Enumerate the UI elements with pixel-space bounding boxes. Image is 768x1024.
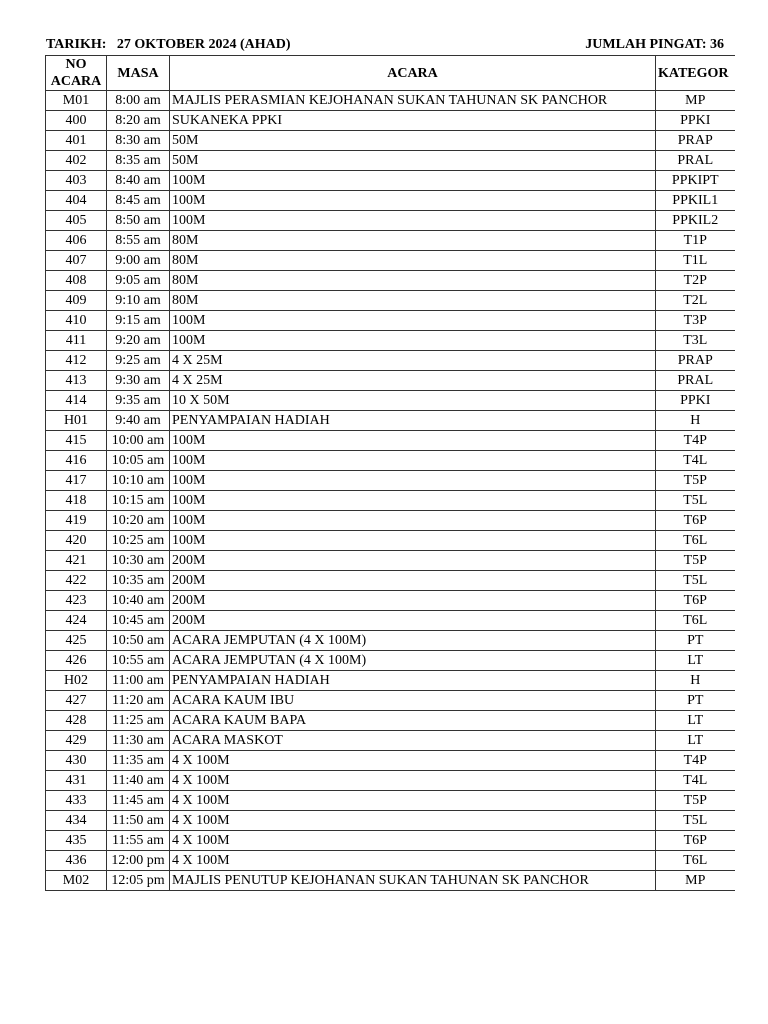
table-row <box>46 171 735 191</box>
category-cell: LT <box>656 731 735 751</box>
event-number-cell: 413 <box>46 371 107 391</box>
time-cell: 8:50 am <box>107 211 170 231</box>
category-cell: T1P <box>656 231 735 251</box>
time-cell: 8:45 am <box>107 191 170 211</box>
table-row <box>46 611 735 631</box>
event-name-cell: ACARA JEMPUTAN (4 X 100M) <box>170 631 656 651</box>
event-number-cell: 409 <box>46 291 107 311</box>
table-row <box>46 391 735 411</box>
table-row <box>46 451 735 471</box>
table-row <box>46 191 735 211</box>
time-cell: 8:55 am <box>107 231 170 251</box>
event-name-cell: MAJLIS PENUTUP KEJOHANAN SUKAN TAHUNAN SK PANCHOR <box>170 871 656 891</box>
event-number-cell: M02 <box>46 871 107 891</box>
category-cell: T2L <box>656 291 735 311</box>
table-row <box>46 271 735 291</box>
event-number-cell: 407 <box>46 251 107 271</box>
event-number-cell: 422 <box>46 571 107 591</box>
category-cell: PPKIL1 <box>656 191 735 211</box>
event-name-cell: 80M <box>170 231 656 251</box>
event-number-cell: 400 <box>46 111 107 131</box>
category-cell: LT <box>656 711 735 731</box>
table-row <box>46 711 735 731</box>
time-cell: 11:30 am <box>107 731 170 751</box>
event-number-cell: 419 <box>46 511 107 531</box>
column-header-kategori: KATEGOR <box>656 56 735 91</box>
time-cell: 11:50 am <box>107 811 170 831</box>
event-number-cell: 415 <box>46 431 107 451</box>
table-row <box>46 251 735 271</box>
time-cell: 9:40 am <box>107 411 170 431</box>
time-cell: 10:55 am <box>107 651 170 671</box>
table-header-row <box>46 56 735 91</box>
time-cell: 10:25 am <box>107 531 170 551</box>
time-cell: 10:45 am <box>107 611 170 631</box>
table-row <box>46 151 735 171</box>
time-cell: 11:40 am <box>107 771 170 791</box>
event-name-cell: ACARA KAUM IBU <box>170 691 656 711</box>
event-name-cell: 4 X 100M <box>170 831 656 851</box>
schedule-table <box>45 55 735 891</box>
column-header-masa: MASA <box>107 56 170 91</box>
category-cell: PRAL <box>656 151 735 171</box>
table-row <box>46 591 735 611</box>
table-row <box>46 691 735 711</box>
event-number-cell: 436 <box>46 851 107 871</box>
event-name-cell: 200M <box>170 551 656 571</box>
event-number-cell: 414 <box>46 391 107 411</box>
category-cell: T6P <box>656 591 735 611</box>
event-number-cell: 403 <box>46 171 107 191</box>
table-row <box>46 531 735 551</box>
category-cell: T5P <box>656 551 735 571</box>
document-header <box>46 36 730 54</box>
table-row <box>46 131 735 151</box>
time-cell: 10:10 am <box>107 471 170 491</box>
column-header-acara: ACARA <box>170 56 656 91</box>
category-cell: PPKI <box>656 111 735 131</box>
table-row <box>46 231 735 251</box>
table-row <box>46 771 735 791</box>
table-row <box>46 851 735 871</box>
table-row <box>46 511 735 531</box>
category-cell: PT <box>656 691 735 711</box>
table-row <box>46 291 735 311</box>
event-name-cell: 4 X 100M <box>170 791 656 811</box>
event-number-cell: 404 <box>46 191 107 211</box>
category-cell: T5L <box>656 491 735 511</box>
table-row <box>46 831 735 851</box>
event-number-cell: 405 <box>46 211 107 231</box>
time-cell: 10:35 am <box>107 571 170 591</box>
category-cell: T2P <box>656 271 735 291</box>
time-cell: 11:45 am <box>107 791 170 811</box>
table-row <box>46 571 735 591</box>
event-name-cell: 100M <box>170 431 656 451</box>
event-name-cell: ACARA MASKOT <box>170 731 656 751</box>
event-name-cell: 200M <box>170 591 656 611</box>
event-number-cell: 420 <box>46 531 107 551</box>
event-number-cell: 408 <box>46 271 107 291</box>
time-cell: 10:15 am <box>107 491 170 511</box>
category-cell: T4L <box>656 771 735 791</box>
event-number-cell: 402 <box>46 151 107 171</box>
table-row <box>46 551 735 571</box>
category-cell: MP <box>656 91 735 111</box>
event-number-cell: 418 <box>46 491 107 511</box>
table-row <box>46 331 735 351</box>
table-row <box>46 731 735 751</box>
category-cell: T5P <box>656 471 735 491</box>
category-cell: PRAL <box>656 371 735 391</box>
time-cell: 10:30 am <box>107 551 170 571</box>
event-number-cell: 433 <box>46 791 107 811</box>
event-name-cell: 200M <box>170 571 656 591</box>
category-cell: T6P <box>656 511 735 531</box>
table-row <box>46 871 735 891</box>
time-cell: 8:00 am <box>107 91 170 111</box>
event-number-cell: 431 <box>46 771 107 791</box>
category-cell: MP <box>656 871 735 891</box>
event-name-cell: 100M <box>170 331 656 351</box>
event-number-cell: 401 <box>46 131 107 151</box>
event-name-cell: 4 X 100M <box>170 771 656 791</box>
category-cell: T5P <box>656 791 735 811</box>
date-label: TARIKH: 27 OKTOBER 2024 (AHAD) <box>46 37 291 52</box>
event-number-cell: 429 <box>46 731 107 751</box>
table-row <box>46 411 735 431</box>
event-name-cell: 80M <box>170 291 656 311</box>
category-cell: LT <box>656 651 735 671</box>
table-row <box>46 811 735 831</box>
event-name-cell: 100M <box>170 491 656 511</box>
event-name-cell: PENYAMPAIAN HADIAH <box>170 671 656 691</box>
table-row <box>46 791 735 811</box>
table-row <box>46 111 735 131</box>
time-cell: 11:20 am <box>107 691 170 711</box>
category-cell: PPKIL2 <box>656 211 735 231</box>
time-cell: 12:05 pm <box>107 871 170 891</box>
table-row <box>46 431 735 451</box>
time-cell: 11:25 am <box>107 711 170 731</box>
column-header-no-acara: NO ACARA <box>46 56 107 91</box>
event-number-cell: 416 <box>46 451 107 471</box>
time-cell: 12:00 pm <box>107 851 170 871</box>
time-cell: 9:15 am <box>107 311 170 331</box>
event-name-cell: 4 X 100M <box>170 811 656 831</box>
category-cell: T5L <box>656 571 735 591</box>
time-cell: 10:40 am <box>107 591 170 611</box>
category-cell: T1L <box>656 251 735 271</box>
event-number-cell: 424 <box>46 611 107 631</box>
time-cell: 8:20 am <box>107 111 170 131</box>
category-cell: T6L <box>656 531 735 551</box>
table-row <box>46 311 735 331</box>
time-cell: 8:35 am <box>107 151 170 171</box>
time-cell: 9:05 am <box>107 271 170 291</box>
time-cell: 10:05 am <box>107 451 170 471</box>
medal-count-label: JUMLAH PINGAT: 36 <box>585 37 724 52</box>
event-number-cell: 406 <box>46 231 107 251</box>
time-cell: 11:00 am <box>107 671 170 691</box>
event-name-cell: 100M <box>170 211 656 231</box>
category-cell: T4L <box>656 451 735 471</box>
time-cell: 8:40 am <box>107 171 170 191</box>
time-cell: 9:10 am <box>107 291 170 311</box>
event-name-cell: SUKANEKA PPKI <box>170 111 656 131</box>
category-cell: T3L <box>656 331 735 351</box>
time-cell: 10:20 am <box>107 511 170 531</box>
event-name-cell: 200M <box>170 611 656 631</box>
event-name-cell: 4 X 25M <box>170 351 656 371</box>
table-row <box>46 371 735 391</box>
category-cell: PPKI <box>656 391 735 411</box>
event-number-cell: 427 <box>46 691 107 711</box>
event-number-cell: 430 <box>46 751 107 771</box>
table-row <box>46 351 735 371</box>
event-number-cell: 425 <box>46 631 107 651</box>
category-cell: T6L <box>656 851 735 871</box>
event-name-cell: 4 X 100M <box>170 751 656 771</box>
table-row <box>46 631 735 651</box>
table-row <box>46 211 735 231</box>
event-name-cell: 80M <box>170 251 656 271</box>
event-name-cell: 50M <box>170 151 656 171</box>
time-cell: 8:30 am <box>107 131 170 151</box>
event-name-cell: 80M <box>170 271 656 291</box>
time-cell: 10:50 am <box>107 631 170 651</box>
table-row <box>46 751 735 771</box>
category-cell: T4P <box>656 751 735 771</box>
time-cell: 9:30 am <box>107 371 170 391</box>
event-name-cell: 100M <box>170 191 656 211</box>
event-number-cell: 435 <box>46 831 107 851</box>
category-cell: T3P <box>656 311 735 331</box>
event-name-cell: 100M <box>170 511 656 531</box>
time-cell: 9:00 am <box>107 251 170 271</box>
event-name-cell: MAJLIS PERASMIAN KEJOHANAN SUKAN TAHUNAN SK PANCHOR <box>170 91 656 111</box>
event-number-cell: 417 <box>46 471 107 491</box>
event-number-cell: H01 <box>46 411 107 431</box>
time-cell: 10:00 am <box>107 431 170 451</box>
category-cell: PPKIPT <box>656 171 735 191</box>
time-cell: 11:55 am <box>107 831 170 851</box>
table-row <box>46 671 735 691</box>
event-number-cell: 411 <box>46 331 107 351</box>
category-cell: T6P <box>656 831 735 851</box>
event-name-cell: PENYAMPAIAN HADIAH <box>170 411 656 431</box>
event-number-cell: 426 <box>46 651 107 671</box>
event-name-cell: ACARA JEMPUTAN (4 X 100M) <box>170 651 656 671</box>
event-name-cell: 50M <box>170 131 656 151</box>
event-name-cell: 100M <box>170 311 656 331</box>
event-number-cell: M01 <box>46 91 107 111</box>
event-name-cell: 10 X 50M <box>170 391 656 411</box>
event-name-cell: ACARA KAUM BAPA <box>170 711 656 731</box>
table-row <box>46 91 735 111</box>
event-number-cell: 434 <box>46 811 107 831</box>
category-cell: PRAP <box>656 351 735 371</box>
category-cell: T6L <box>656 611 735 631</box>
event-name-cell: 100M <box>170 451 656 471</box>
table-row <box>46 651 735 671</box>
event-number-cell: 423 <box>46 591 107 611</box>
category-cell: T4P <box>656 431 735 451</box>
time-cell: 11:35 am <box>107 751 170 771</box>
event-name-cell: 4 X 100M <box>170 851 656 871</box>
category-cell: H <box>656 411 735 431</box>
event-name-cell: 100M <box>170 471 656 491</box>
event-number-cell: 428 <box>46 711 107 731</box>
event-number-cell: 412 <box>46 351 107 371</box>
table-row <box>46 471 735 491</box>
event-name-cell: 100M <box>170 531 656 551</box>
event-number-cell: H02 <box>46 671 107 691</box>
category-cell: H <box>656 671 735 691</box>
event-name-cell: 4 X 25M <box>170 371 656 391</box>
event-name-cell: 100M <box>170 171 656 191</box>
time-cell: 9:35 am <box>107 391 170 411</box>
category-cell: PT <box>656 631 735 651</box>
time-cell: 9:25 am <box>107 351 170 371</box>
category-cell: PRAP <box>656 131 735 151</box>
table-row <box>46 491 735 511</box>
time-cell: 9:20 am <box>107 331 170 351</box>
category-cell: T5L <box>656 811 735 831</box>
event-number-cell: 410 <box>46 311 107 331</box>
event-number-cell: 421 <box>46 551 107 571</box>
